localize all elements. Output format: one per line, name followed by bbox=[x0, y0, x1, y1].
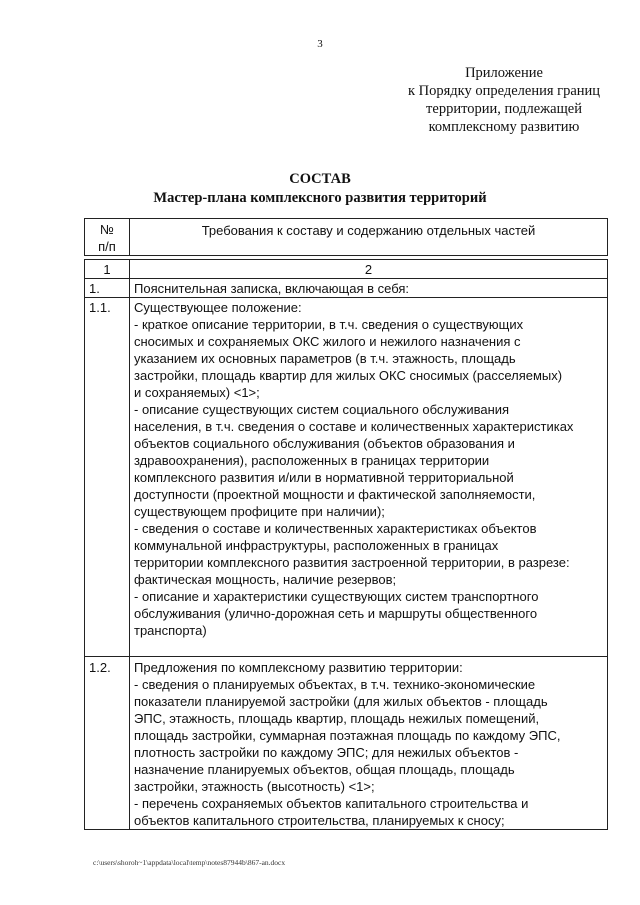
row-text-line: - сведения о планируемых объектах, в т.ч. технико-экономические bbox=[134, 677, 536, 692]
row-text-line: комплексного развития и/или в нормативной территориальной bbox=[134, 470, 514, 485]
column-index-row bbox=[85, 260, 608, 279]
row-text-line: застройки, площадь квартир для жилых ОКС сносимых (расселяемых) bbox=[134, 368, 563, 383]
table-header-row bbox=[85, 219, 608, 256]
row-content bbox=[130, 298, 608, 657]
row-text-line: объектов социального обслуживания (объектов образования и bbox=[134, 436, 515, 451]
row-text-line: территории комплексного развития застроенной территории, в разрезе: bbox=[134, 555, 570, 570]
row-text-line: - краткое описание территории, в т.ч. сведения о существующих bbox=[134, 317, 524, 332]
row-text-line: плотность застройки по каждому ЭПС; для нежилых объектов - bbox=[134, 745, 519, 760]
row-content bbox=[130, 657, 608, 830]
row-text-line: обслуживания (улично-дорожная сеть и маршруты общественного bbox=[134, 606, 538, 621]
row-text-line: - сведения о составе и количественных характеристиках объектов bbox=[134, 521, 537, 536]
appendix-line: территории, подлежащей bbox=[426, 101, 582, 117]
header-requirements-cell: Требования к составу и содержанию отдельных частей bbox=[130, 219, 608, 256]
appendix-line: к Порядку определения границ bbox=[407, 83, 601, 99]
row-text-line: - описание и характеристики существующих систем транспортного bbox=[134, 589, 539, 604]
title-main: СОСТАВ bbox=[289, 171, 351, 187]
row-text-line: существующем профиците при наличии); bbox=[134, 504, 385, 519]
row-text-line: застройки, этажность (высотность) <1>; bbox=[134, 779, 375, 794]
row-text-line: и сохраняемых) <1>; bbox=[134, 385, 260, 400]
row-text-line: коммунальной инфраструктуры, расположенных в границах bbox=[134, 538, 499, 553]
row-text-line: населения, в т.ч. сведения о составе и количественных характеристиках bbox=[134, 419, 574, 434]
table-row bbox=[85, 279, 608, 298]
row-number: 1.1. bbox=[85, 298, 130, 657]
row-number: 1.2. bbox=[85, 657, 130, 830]
row-text-line: площадь застройки, суммарная поэтажная площадь по каждому ЭПС, bbox=[134, 728, 561, 743]
row-blank-space bbox=[134, 639, 603, 656]
row-text-line: Предложения по комплексному развитию территории: bbox=[134, 660, 463, 675]
title-subtitle: Мастер-плана комплексного развития территорий bbox=[153, 190, 487, 206]
row-text-line: сносимых и сохраняемых ОКС жилого и нежилого назначения с bbox=[134, 334, 521, 349]
row-text-line: - описание существующих систем социального обслуживания bbox=[134, 402, 510, 417]
appendix-line: Приложение bbox=[465, 65, 543, 81]
row-text-line: назначение планируемых объектов, общая площадь, площадь bbox=[134, 762, 515, 777]
row-text-line: фактическая мощность, наличие резервов; bbox=[134, 572, 397, 587]
row-content bbox=[130, 279, 608, 298]
row-text-line: - перечень сохраняемых объектов капитального строительства и bbox=[134, 796, 529, 811]
page-number: 3 bbox=[317, 38, 323, 50]
appendix-line: комплексному развитию bbox=[428, 119, 580, 135]
appendix-block bbox=[380, 64, 628, 136]
document-title bbox=[0, 170, 640, 208]
row-text-line: объектов капитального строительства, планируемых к сносу; bbox=[134, 813, 505, 828]
header-number-abbr: п/п bbox=[98, 239, 116, 254]
header-number-cell bbox=[85, 219, 130, 256]
row-text-line: показатели планируемой застройки (для жилых объектов - площадь bbox=[134, 694, 548, 709]
table-row bbox=[85, 657, 608, 830]
row-text-line: Существующее положение: bbox=[134, 300, 302, 315]
column-index-1: 1 bbox=[85, 260, 130, 279]
row-text-line: указанием их основных параметров (в т.ч. этажность, площадь bbox=[134, 351, 516, 366]
header-number-symbol: № bbox=[100, 222, 114, 237]
column-index-2: 2 bbox=[130, 260, 608, 279]
row-number: 1. bbox=[85, 279, 130, 298]
footer-file-path: c:\users\shoroh~1\appdata\local\temp\notes87944b\867-an.docx bbox=[93, 858, 286, 867]
row-text-line: здравоохранения), расположенных в границах территории bbox=[134, 453, 490, 468]
row-text-line: транспорта) bbox=[134, 623, 207, 638]
row-text-line: доступности (проектной мощности и фактической заполняемости, bbox=[134, 487, 536, 502]
row-text-line: ЭПС, этажность, площадь квартир, площадь нежилых помещений, bbox=[134, 711, 540, 726]
row-text-line: Пояснительная записка, включающая в себя: bbox=[134, 281, 410, 296]
requirements-table bbox=[84, 218, 608, 830]
table-row bbox=[85, 298, 608, 657]
